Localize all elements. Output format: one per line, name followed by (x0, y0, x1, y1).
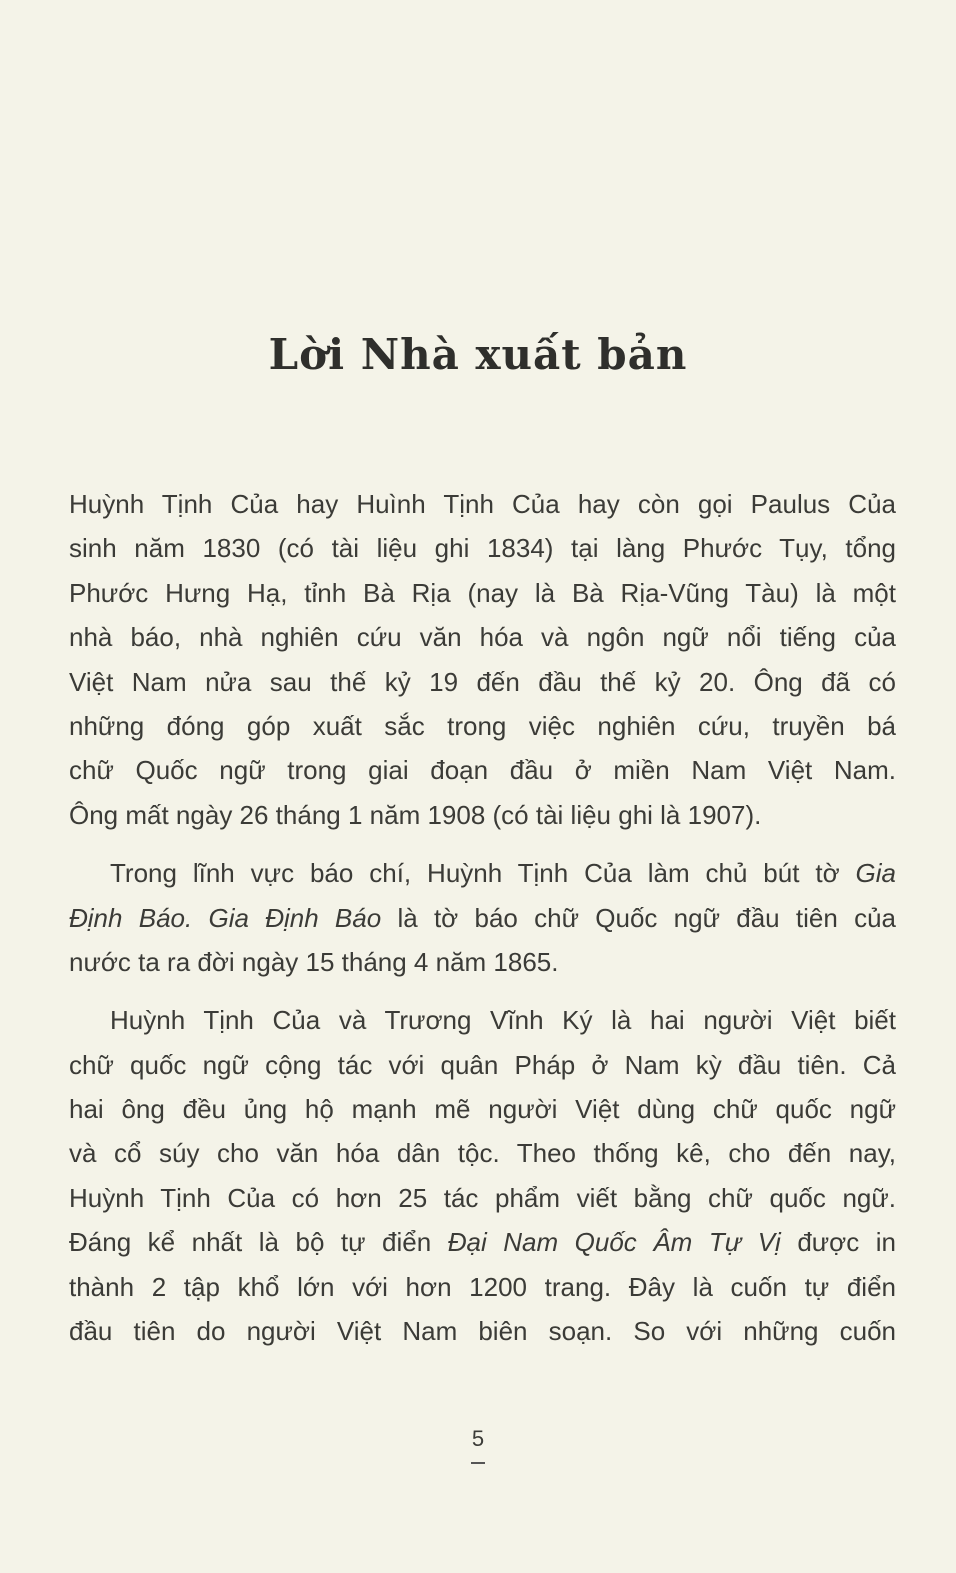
text-segment: nước ta ra đời ngày 15 tháng 4 năm 1865. (69, 946, 559, 977)
text-segment: sinh năm 1830 (có tài liệu ghi 1834) tại làng Phước Tụy, tổng (69, 533, 896, 564)
text-line (69, 1309, 896, 1353)
page-number-rule (471, 1462, 485, 1464)
text-segment: Ông mất ngày 26 tháng 1 năm 1908 (có tài liệu ghi là 1907). (69, 799, 762, 830)
paragraph (69, 998, 896, 1353)
text-line (69, 896, 896, 940)
italic-title-text: Gia (855, 858, 896, 889)
text-line (69, 482, 896, 526)
text-segment: Việt Nam nửa sau thế kỷ 19 đến đầu thế kỷ 20. Ông đã có (69, 666, 896, 697)
text-segment: Huỳnh Tịnh Của có hơn 25 tác phẩm viết bằng chữ quốc ngữ. (69, 1182, 896, 1213)
text-line (69, 940, 896, 984)
page-title: Lời Nhà xuất bản (268, 330, 688, 380)
text-line (69, 1131, 896, 1175)
text-line (69, 660, 896, 704)
text-line (69, 1265, 896, 1309)
text-segment: Phước Hưng Hạ, tỉnh Bà Rịa (nay là Bà Rịa-Vũng Tàu) là một (69, 577, 896, 608)
italic-title-text: Đại Nam Quốc Âm Tự Vị (447, 1227, 781, 1258)
page-number: 5 (471, 1426, 485, 1451)
text-line (69, 1220, 896, 1264)
text-line (69, 1087, 896, 1131)
text-line (69, 615, 896, 659)
text-segment: Huỳnh Tịnh Của hay Huình Tịnh Của hay còn gọi Paulus Của (69, 489, 896, 519)
text-line (69, 1043, 896, 1087)
text-segment: chữ Quốc ngữ trong giai đoạn đầu ở miền Nam Việt Nam. (69, 755, 896, 786)
text-line (69, 1176, 896, 1220)
text-line (69, 704, 896, 748)
text-segment: nhà báo, nhà nghiên cứu văn hóa và ngôn ngữ nổi tiếng của (69, 622, 896, 653)
text-line (69, 571, 896, 615)
text-segment: hai ông đều ủng hộ mạnh mẽ người Việt dùng chữ quốc ngữ (69, 1094, 896, 1125)
text-segment: Huỳnh Tịnh Của và Trương Vĩnh Ký là hai người Việt biết (110, 1005, 896, 1036)
text-segment: và cổ súy cho văn hóa dân tộc. Theo thống kê, cho đến nay, (69, 1138, 896, 1169)
paragraph (69, 851, 896, 984)
text-line (69, 998, 896, 1042)
paragraph (69, 482, 896, 837)
text-segment: thành 2 tập khổ lớn với hơn 1200 trang. Đây là cuốn tự điển (69, 1271, 896, 1302)
text-segment: Trong lĩnh vực báo chí, Huỳnh Tịnh Của làm chủ bút tờ (110, 858, 856, 889)
text-segment: đầu tiên do người Việt Nam biên soạn. So với những cuốn (69, 1316, 896, 1347)
text-segment: được in (780, 1227, 896, 1258)
body-text (69, 482, 896, 1353)
italic-title-text: Định Báo. Gia Định Báo (69, 902, 382, 933)
text-segment: chữ quốc ngữ cộng tác với quân Pháp ở Nam kỳ đầu tiên. Cả (69, 1049, 896, 1080)
text-segment: là tờ báo chữ Quốc ngữ đầu tiên của (381, 902, 896, 933)
text-line (69, 793, 896, 837)
text-segment: Đáng kể nhất là bộ tự điển (69, 1227, 448, 1258)
text-line (69, 526, 896, 570)
text-line (69, 851, 896, 895)
text-segment: những đóng góp xuất sắc trong việc nghiên cứu, truyền bá (69, 710, 896, 741)
text-line (69, 748, 896, 792)
